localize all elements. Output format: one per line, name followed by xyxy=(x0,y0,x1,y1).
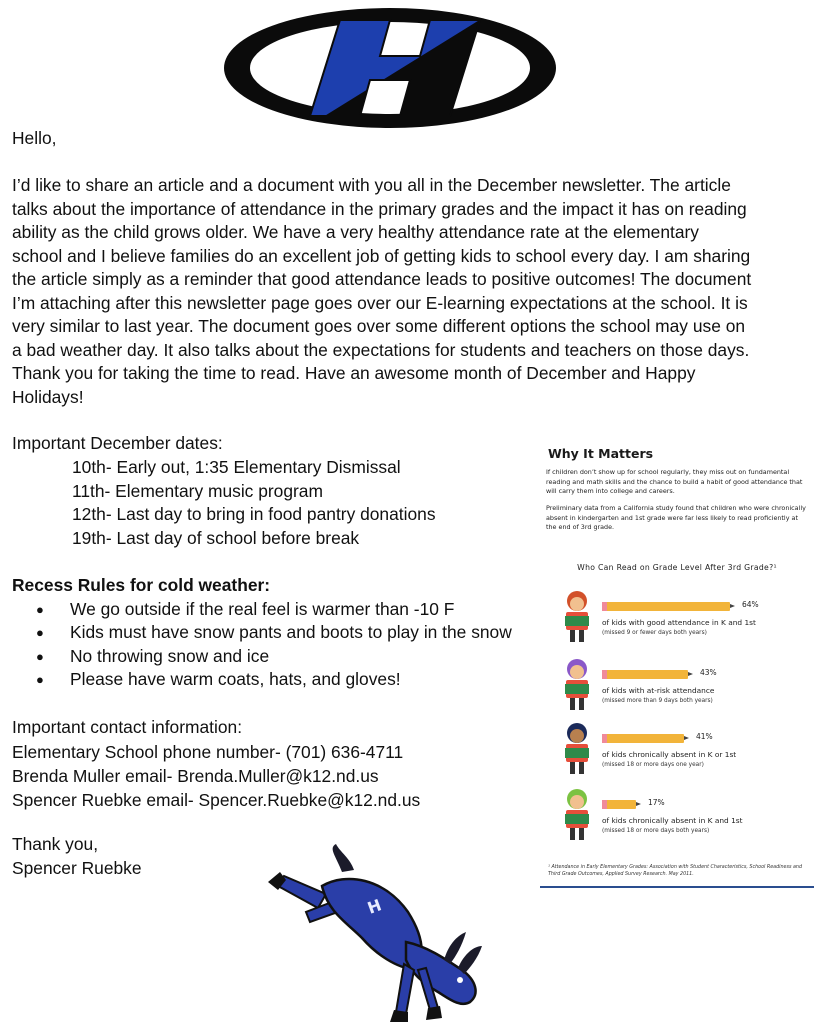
dates-heading: Important December dates: xyxy=(12,433,223,453)
reading-kid-icon xyxy=(562,788,592,844)
body-line: Thank you for taking the time to read. Have an awesome month of December and Happy xyxy=(12,363,696,383)
row-label: of kids chronically absent in K and 1st xyxy=(602,816,743,825)
pencil-bar xyxy=(602,734,690,743)
date-item: 10th- Early out, 1:35 Elementary Dismissal xyxy=(72,457,401,477)
date-item: 12th- Last day to bring in food pantry donations xyxy=(72,504,436,525)
chart-row xyxy=(540,722,814,786)
body-line: I’d like to share an article and a document with you all in the December newsletter. The article xyxy=(12,175,731,195)
contact-email-ruebke[interactable]: Spencer Ruebke email- Spencer.Ruebke@k12.nd.us xyxy=(12,790,421,810)
rule-item: ● Please have warm coats, hats, and gloves! xyxy=(36,668,512,691)
infographic-paragraph: If children don’t show up for school regularly, they miss out on fundamental reading and math skills and the chance to build a habit of good attendance that will carry them into college and careers. xyxy=(546,468,803,496)
row-note: (missed more than 9 days both years) xyxy=(602,698,713,704)
donkey-mascot-icon xyxy=(266,842,486,1024)
pencil-bar xyxy=(602,602,736,611)
infographic-title: Why It Matters xyxy=(548,446,654,461)
contact-phone: Elementary School phone number- (701) 636-4711 xyxy=(12,742,404,762)
newsletter-body xyxy=(12,174,802,409)
pencil-bar xyxy=(602,800,642,809)
date-item: 11th- Elementary music program xyxy=(72,480,323,501)
closing-thanks: Thank you, xyxy=(12,834,99,854)
rule-item: ● We go outside if the real feel is warmer than -10 F xyxy=(36,598,512,621)
attendance-infographic xyxy=(540,438,814,888)
row-label: of kids with at-risk attendance xyxy=(602,686,715,695)
recess-rules-list xyxy=(36,598,512,692)
infographic-footnote: ¹ Attendance in Early Elementary Grades: Association with Student Characteristics, School Readiness and Third Grade Outcomes, Applied Survey Research. May 2011. xyxy=(548,865,803,877)
percent-label: 64% xyxy=(742,600,759,609)
reading-kid-icon xyxy=(562,658,592,714)
body-line: talks about the importance of attendance in the primary grades and the impact it has on reading xyxy=(12,198,747,219)
reading-kid-icon xyxy=(562,590,592,646)
pencil-bar xyxy=(602,670,694,679)
rule-item: ● Kids must have snow pants and boots to play in the snow xyxy=(36,621,512,644)
body-line: ability as the child grows older. We have a very healthy attendance rate at the elementary xyxy=(12,222,699,242)
contact-email-muller[interactable]: Brenda Muller email- Brenda.Muller@k12.nd.us xyxy=(12,766,379,786)
school-logo xyxy=(222,6,558,130)
reading-kid-icon xyxy=(562,722,592,778)
body-line: I’m attaching after this newsletter page goes over our E-learning expectations at the school. It is xyxy=(12,292,748,313)
chart-row xyxy=(540,658,814,722)
signature-name: Spencer Ruebke xyxy=(12,858,142,878)
contact-heading: Important contact information: xyxy=(12,717,243,737)
contact-list xyxy=(12,740,420,812)
body-line: Holidays! xyxy=(12,386,84,407)
row-label: of kids with good attendance in K and 1st xyxy=(602,618,756,627)
row-note: (missed 18 or more days both years) xyxy=(602,828,710,834)
row-note: (missed 18 or more days one year) xyxy=(602,762,704,768)
percent-label: 41% xyxy=(696,732,713,741)
infographic-paragraph: Preliminary data from a California study found that children who were chronically absent in kindergarten and 1st grade were far less likely to read proficiently at the end of 3rd grade. xyxy=(546,504,806,532)
body-line: the article simply as a reminder that good attendance leads to positive outcomes! The document xyxy=(12,269,752,289)
chart-title: Who Can Read on Grade Level After 3rd Grade?¹ xyxy=(577,563,777,572)
recess-heading: Recess Rules for cold weather: xyxy=(12,575,271,595)
body-line: very similar to last year. The document goes over some different options the school may use on xyxy=(12,316,746,336)
date-item: 19th- Last day of school before break xyxy=(72,527,360,548)
body-line: a bad weather day. It also talks about the expectations for students and teachers on those days. xyxy=(12,339,750,360)
rule-item: ● No throwing snow and ice xyxy=(36,645,512,668)
dates-list xyxy=(72,456,436,550)
row-label: of kids chronically absent in K or 1st xyxy=(602,750,737,759)
svg-text:H: H xyxy=(364,895,384,918)
body-line: school and I believe families do an excellent job of getting kids to school every day. I am sharing xyxy=(12,245,751,266)
row-note: (missed 9 or fewer days both years) xyxy=(602,630,707,636)
percent-label: 17% xyxy=(648,798,665,807)
greeting: Hello, xyxy=(12,128,57,148)
chart-row xyxy=(540,788,814,852)
percent-label: 43% xyxy=(700,668,717,677)
chart-row xyxy=(540,590,814,654)
